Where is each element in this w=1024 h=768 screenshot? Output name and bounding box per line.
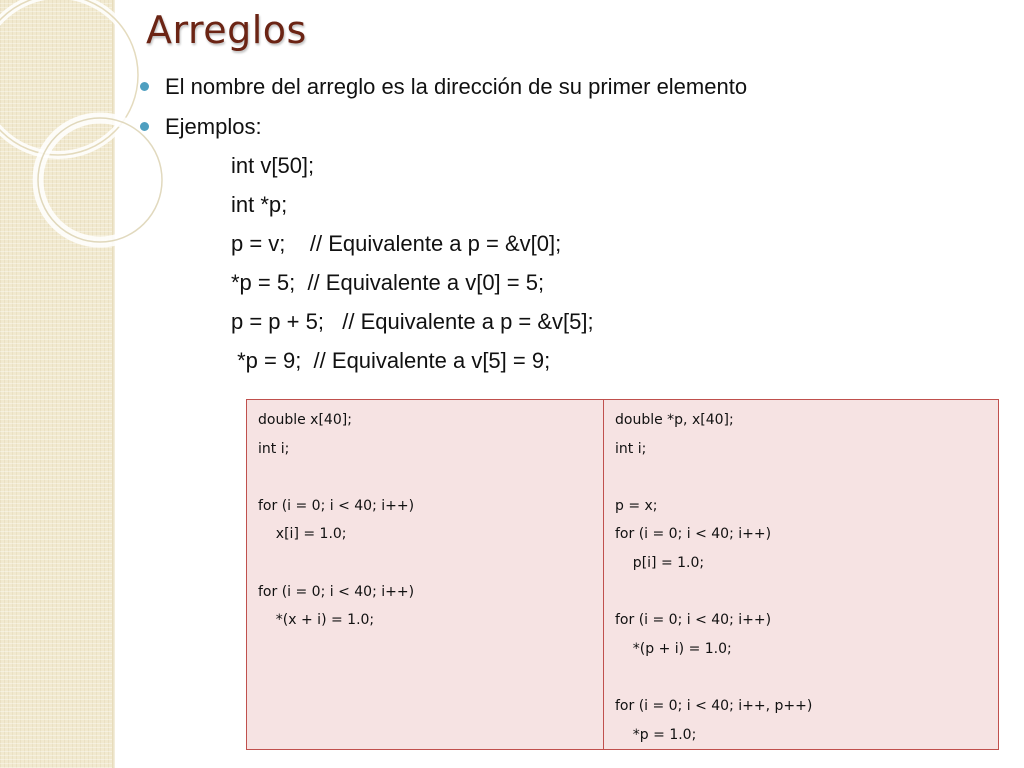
table-code-line: for (i = 0; i < 40; i++) [615,526,772,543]
table-code-line: p = x; [615,497,658,514]
table-code-line [615,663,998,692]
table-code-line: for (i = 0; i < 40; i++) [258,497,415,514]
table-cell-right [604,400,998,749]
table-code-line: int i; [258,440,290,457]
table-code-line [258,549,603,578]
table-cell-left [247,400,604,749]
table-code-line [615,463,998,492]
example-code-line-6: *p = 9; // Equivalente a v[5] = 9; [231,348,551,373]
table-code-line: *(x + i) = 1.0; [258,612,375,629]
table-code-line: for (i = 0; i < 40; i++) [615,612,772,629]
example-code-line-4: *p = 5; // Equivalente a v[0] = 5; [231,270,545,295]
slide-title: Arreglos [146,8,307,52]
example-code-line-3: p = v; // Equivalente a p = &v[0]; [231,231,562,256]
table-code-line [258,463,603,492]
table-code-line: p[i] = 1.0; [615,554,705,571]
bullet-text: Ejemplos: [165,114,262,139]
code-comparison-table [246,399,999,750]
table-code-line: int i; [615,440,647,457]
table-code-line [615,578,998,607]
table-code-line: for (i = 0; i < 40; i++, p++) [615,697,813,714]
bullet-dot-icon [140,82,149,91]
example-code-line-2: int *p; [231,192,288,217]
table-code-line: *(p + i) = 1.0; [615,640,732,657]
decorative-circles [0,0,170,300]
bullet-text: El nombre del arreglo es la dirección de su primer elemento [165,74,748,99]
bullet-dot-icon [140,122,149,131]
example-code-line-5: p = p + 5; // Equivalente a p = &v[5]; [231,309,594,334]
table-code-line: double x[40]; [258,412,352,428]
table-code-line: double *p, x[40]; [615,412,734,428]
table-code-line: for (i = 0; i < 40; i++) [258,583,415,600]
bullet-item-2 [140,114,262,140]
bullet-item-1 [140,74,747,100]
table-code-line: x[i] = 1.0; [258,526,347,543]
table-code-line: *p = 1.0; [615,726,697,743]
example-code-line-1: int v[50]; [231,153,315,178]
